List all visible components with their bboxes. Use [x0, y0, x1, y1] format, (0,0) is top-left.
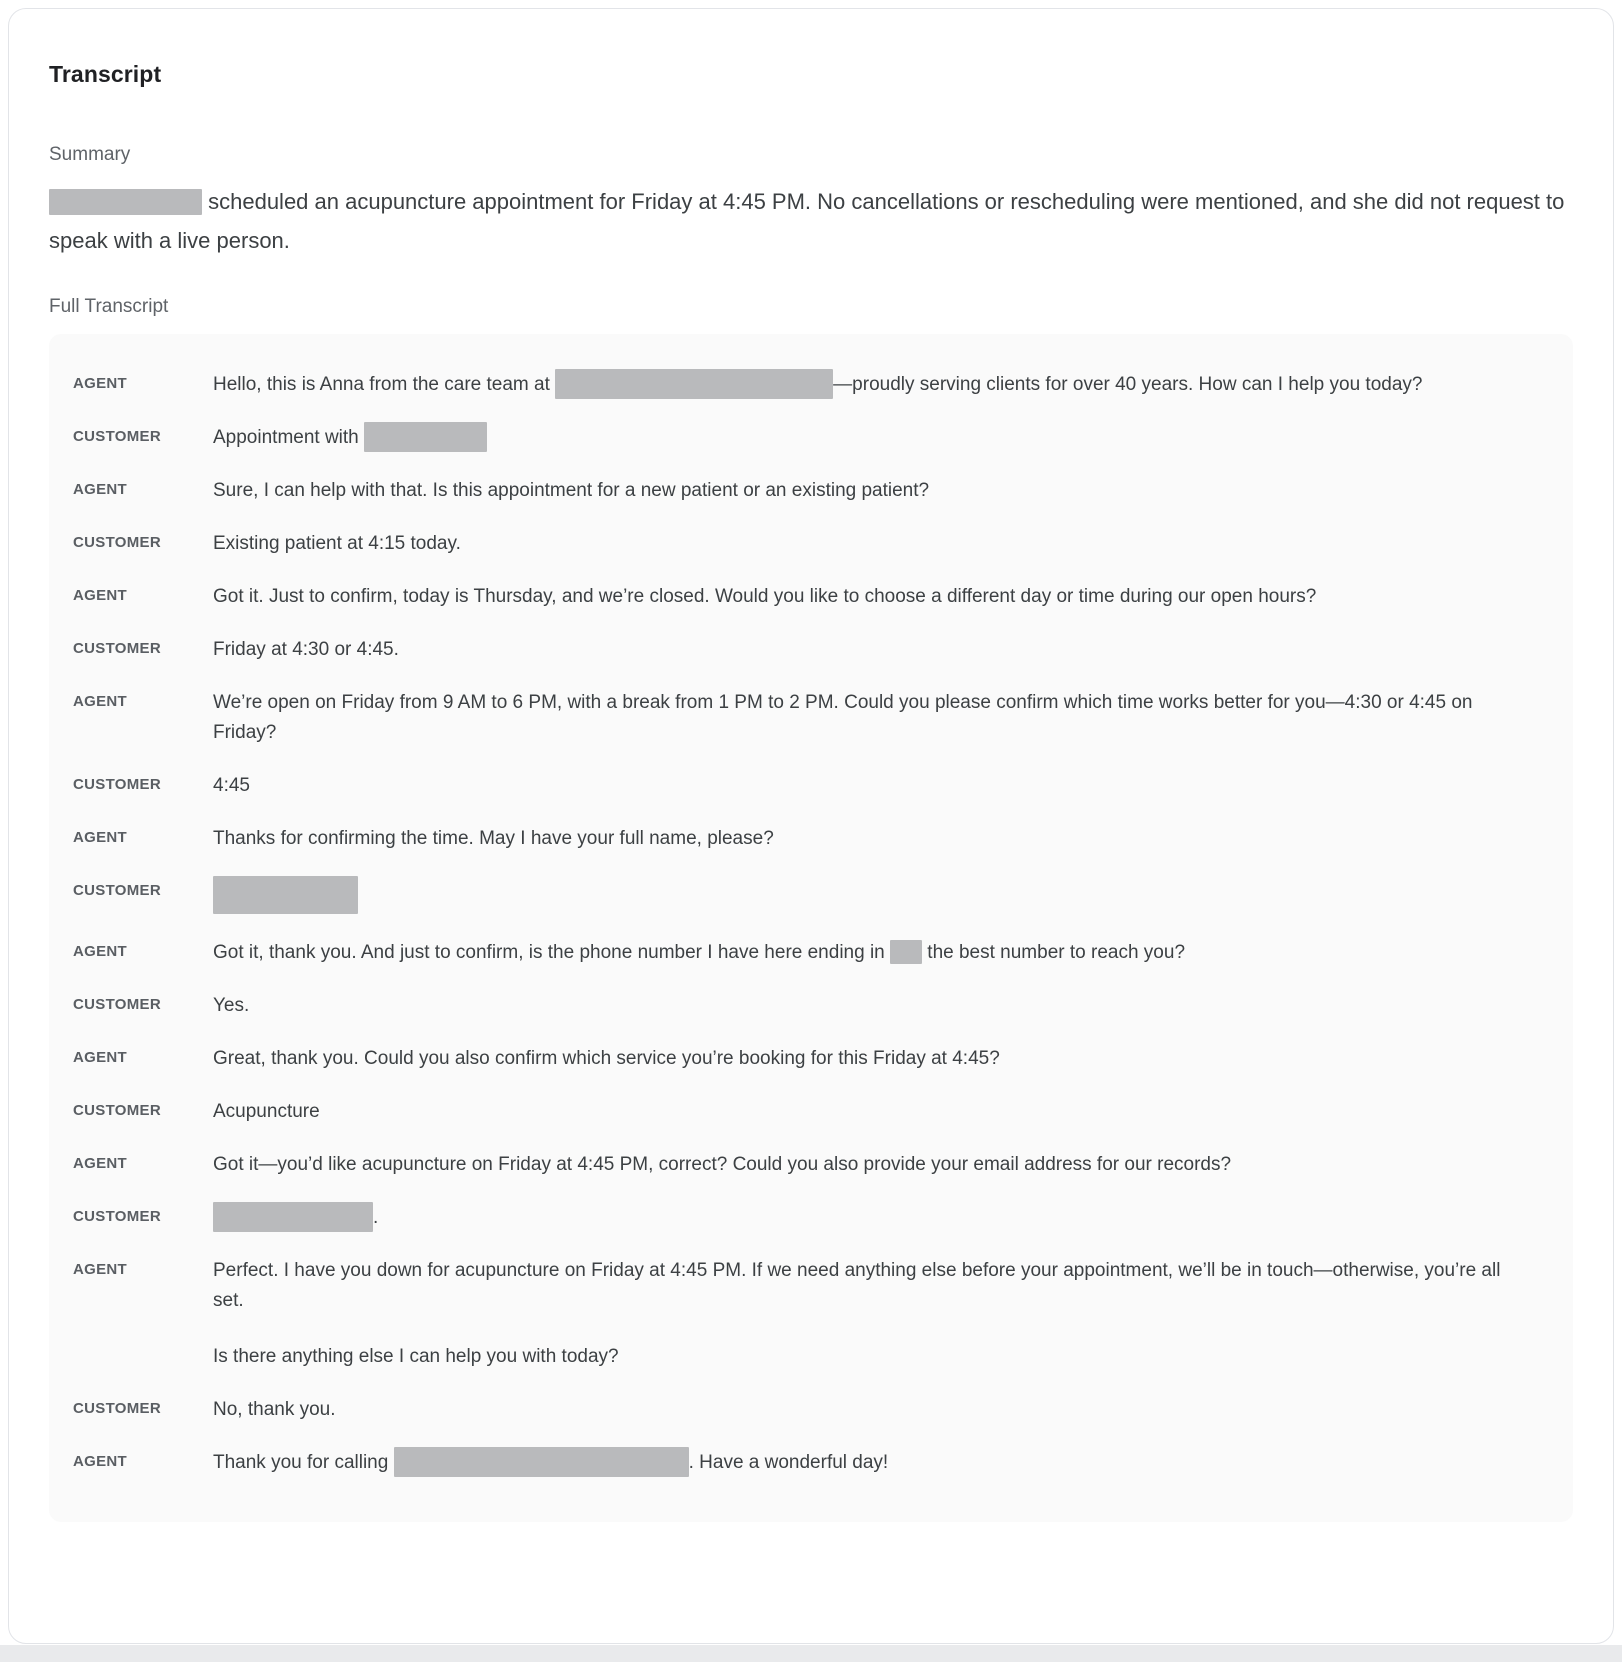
- speaker-label: AGENT: [73, 693, 127, 711]
- transcript-text: —proudly serving clients for over 40 years. How can I help you today?: [833, 374, 1423, 396]
- message-paragraph: [213, 1150, 1503, 1180]
- transcript-turn: [73, 1203, 1549, 1233]
- page-bottom-strip: [0, 1645, 1622, 1662]
- message-paragraph: [213, 582, 1503, 612]
- speaker-label: AGENT: [73, 829, 127, 847]
- message: [213, 938, 1503, 968]
- transcript-text: .: [373, 1207, 379, 1229]
- transcript-card: [8, 8, 1614, 1644]
- speaker-label: AGENT: [73, 943, 127, 961]
- message-paragraph: [213, 688, 1503, 748]
- transcript-turn: [73, 824, 1549, 854]
- speaker-label: AGENT: [73, 1049, 127, 1067]
- redacted-text: [49, 189, 202, 215]
- message: [213, 1256, 1503, 1372]
- speaker-label: AGENT: [73, 375, 127, 392]
- transcript-text: scheduled an acupuncture appointment for Friday at 4:45 PM. No cancellations or rescheduling were mentioned, and she did not request to speak with a live person.: [49, 189, 1565, 253]
- message-paragraph: [213, 824, 1503, 854]
- message-paragraph: [213, 991, 1503, 1021]
- redacted-text: [890, 940, 922, 964]
- transcript-text: Thanks for confirming the time. May I have your full name, please?: [213, 828, 774, 850]
- summary-label: Summary: [49, 144, 131, 165]
- message: [213, 1203, 1503, 1233]
- transcript-text: Acupuncture: [213, 1101, 320, 1123]
- transcript-turn: [73, 1448, 1549, 1478]
- message-paragraph: [213, 635, 1503, 665]
- redacted-text: [213, 876, 358, 914]
- message-paragraph: [213, 938, 1503, 968]
- message: [213, 1448, 1503, 1478]
- transcript-text: the best number to reach you?: [922, 942, 1186, 964]
- transcript-turn: [73, 582, 1549, 612]
- speaker-label: AGENT: [73, 481, 127, 499]
- transcript-turn: [73, 877, 1549, 915]
- message: [213, 635, 1503, 665]
- transcript-turn: [73, 1395, 1549, 1425]
- transcript-text: Sure, I can help with that. Is this appointment for a new patient or an existing patient?: [213, 480, 930, 502]
- transcript-turn: [73, 635, 1549, 665]
- speaker-label: AGENT: [73, 1261, 127, 1279]
- message: [213, 476, 1503, 506]
- transcript-turn: [73, 688, 1549, 748]
- transcript-text: Great, thank you. Could you also confirm which service you’re booking for this Friday at 4:45?: [213, 1048, 1000, 1070]
- speaker-label: CUSTOMER: [73, 640, 161, 658]
- message-paragraph: [213, 1256, 1503, 1316]
- speaker-label: CUSTOMER: [73, 882, 161, 900]
- message-paragraph: [213, 1448, 1503, 1478]
- message: [213, 423, 1503, 453]
- message: [213, 582, 1503, 612]
- transcript-text: Got it. Just to confirm, today is Thursday, and we’re closed. Would you like to choose a different day or time during our open hours?: [213, 586, 1317, 608]
- speaker-label: CUSTOMER: [73, 534, 161, 552]
- redacted-text: [555, 369, 833, 399]
- message: [213, 824, 1503, 854]
- message: [213, 1044, 1503, 1074]
- message: [213, 771, 1503, 801]
- message: [213, 991, 1503, 1021]
- speaker-label: CUSTOMER: [73, 776, 161, 794]
- message-paragraph: [213, 877, 1503, 915]
- transcript-text: Perfect. I have you down for acupuncture on Friday at 4:45 PM. If we need anything else before your appointment, we’ll be in touch—otherwise, you’re all set.: [213, 1260, 1501, 1312]
- transcript-text: . Have a wonderful day!: [688, 1452, 889, 1474]
- transcript-text: No, thank you.: [213, 1399, 336, 1421]
- redacted-text: [213, 1202, 373, 1232]
- message: [213, 1097, 1503, 1127]
- transcript-text: Is there anything else I can help you with today?: [213, 1346, 619, 1368]
- speaker-label: AGENT: [73, 587, 127, 605]
- speaker-label: CUSTOMER: [73, 1102, 161, 1120]
- message-paragraph: [213, 529, 1503, 559]
- transcript-turn: [73, 370, 1549, 400]
- full-transcript-label: Full Transcript: [49, 296, 169, 317]
- message-paragraph: [213, 1203, 1503, 1233]
- page-title: Transcript: [49, 61, 162, 87]
- summary-text: [49, 182, 1573, 260]
- message-paragraph: [213, 1097, 1503, 1127]
- message: [213, 688, 1503, 748]
- transcript-turn: [73, 529, 1549, 559]
- transcript-panel: [49, 334, 1573, 1522]
- transcript-turn: [73, 1044, 1549, 1074]
- transcript-text: Appointment with: [213, 427, 365, 449]
- message: [213, 529, 1503, 559]
- transcript-text: 4:45: [213, 775, 250, 797]
- transcript-turn: [73, 476, 1549, 506]
- speaker-label: AGENT: [73, 1155, 127, 1173]
- message-paragraph: [213, 771, 1503, 801]
- redacted-text: [394, 1447, 689, 1477]
- transcript-turn: [73, 1150, 1549, 1180]
- message-paragraph: [213, 1342, 1503, 1372]
- transcript-text: Friday at 4:30 or 4:45.: [213, 639, 399, 661]
- speaker-label: AGENT: [73, 1453, 127, 1471]
- transcript-turn: [73, 423, 1549, 453]
- transcript-turn-list: [73, 370, 1549, 1478]
- transcript-turn: [73, 991, 1549, 1021]
- transcript-text: Thank you for calling: [213, 1452, 394, 1474]
- speaker-label: CUSTOMER: [73, 1400, 161, 1418]
- message: [213, 1150, 1503, 1180]
- message-paragraph: [213, 423, 1503, 453]
- transcript-turn: [73, 1097, 1549, 1127]
- message-paragraph: [213, 476, 1503, 506]
- transcript-turn: [73, 938, 1549, 968]
- transcript-text: We’re open on Friday from 9 AM to 6 PM, with a break from 1 PM to 2 PM. Could you please confirm which time works better for you—4:30 or 4:45 on Friday?: [213, 692, 1473, 744]
- message: [213, 1395, 1503, 1425]
- redacted-text: [364, 422, 487, 452]
- transcript-text: Got it—you’d like acupuncture on Friday at 4:45 PM, correct? Could you also provide your email address for our records?: [213, 1154, 1232, 1176]
- transcript-text: Hello, this is Anna from the care team at: [213, 374, 556, 396]
- transcript-turn: [73, 1256, 1549, 1372]
- message: [213, 877, 1503, 915]
- transcript-text: Yes.: [213, 995, 250, 1017]
- message: [213, 370, 1503, 400]
- transcript-text: Got it, thank you. And just to confirm, is the phone number I have here ending in: [213, 942, 891, 964]
- message-paragraph: [213, 1395, 1503, 1425]
- speaker-label: CUSTOMER: [73, 1208, 161, 1226]
- message-paragraph: [213, 1044, 1503, 1074]
- transcript-turn: [73, 771, 1549, 801]
- speaker-label: CUSTOMER: [73, 428, 161, 446]
- speaker-label: CUSTOMER: [73, 996, 161, 1014]
- message-paragraph: [213, 370, 1503, 400]
- transcript-text: Existing patient at 4:15 today.: [213, 533, 461, 555]
